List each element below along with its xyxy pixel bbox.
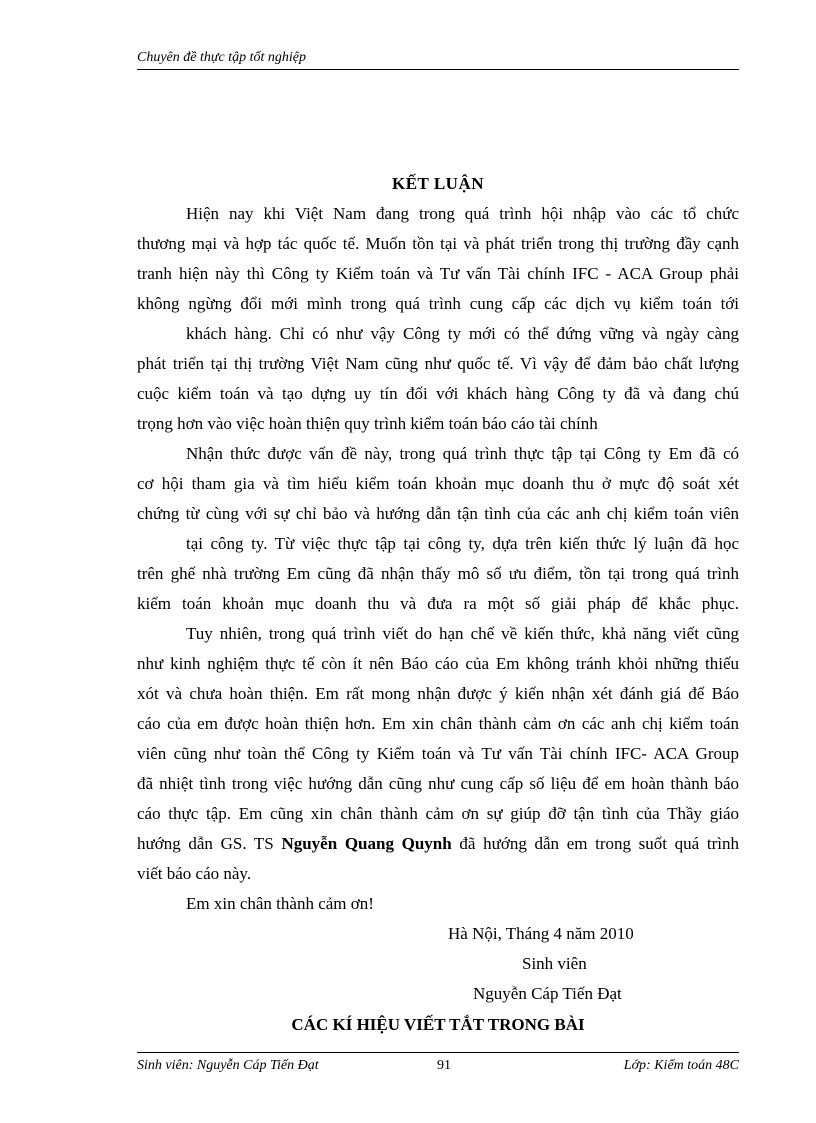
paragraph-line: cáo của em được hoàn thiện hơn. Em xin chân thành cảm ơn các anh chị kiểm toán (137, 714, 739, 733)
closing-thanks: Em xin chân thành cảm ơn! (186, 894, 374, 913)
paragraph-line: viết báo cáo này. (137, 864, 252, 883)
paragraph-line: cơ hội tham gia và tìm hiểu kiểm toán khoản mục doanh thu ở mực độ soát xét (137, 474, 739, 493)
paragraph-line: thương mại và hợp tác quốc tế. Muốn tồn tại và phát triển trong thị trường đầy cạnh (137, 234, 739, 253)
signature-name: Nguyễn Cáp Tiến Đạt (473, 984, 622, 1003)
header-title: Chuyên đề thực tập tốt nghiệp (137, 50, 306, 65)
page-number: 91 (437, 1058, 451, 1073)
paragraph-line: đã nhiệt tình trong việc hướng dẫn cũng như cung cấp số liệu để em hoàn thành báo (137, 774, 739, 793)
line-text: đã hướng dẫn em trong suốt quá trình (451, 834, 740, 853)
paragraph-line: kiểm toán khoản mục doanh thu và đưa ra một số giải pháp để khắc phục. (137, 594, 739, 613)
line-text: hướng dẫn GS. TS (137, 834, 282, 853)
paragraph-line: cuộc kiểm toán và tạo dựng uy tín đối với khách hàng Công ty đã và đang chú (137, 384, 739, 403)
paragraph-line: tranh hiện này thì Công ty Kiểm toán và Tư vấn Tài chính IFC - ACA Group phải (137, 264, 739, 283)
page-header (137, 50, 739, 70)
paragraph-line-with-name (137, 833, 739, 855)
section-title: CÁC KÍ HIỆU VIẾT TẮT TRONG BÀI (291, 1015, 585, 1034)
paragraph-line: Hiện nay khi Việt Nam đang trong quá trình hội nhập vào các tổ chức (186, 204, 739, 223)
paragraph-line: phát triển tại thị trường Việt Nam cũng như quốc tế. Vì vậy để đảm bảo chất lượng (137, 354, 739, 373)
paragraph-line: xót và chưa hoàn thiện. Em rất mong nhận được ý kiến nhận xét đánh giá để Báo (137, 684, 739, 703)
footer-student: Sinh viên: Nguyễn Cáp Tiến Đạt (137, 1058, 319, 1073)
paragraph-line: trọng hơn vào việc hoàn thiện quy trình kiểm toán báo cáo tài chính (137, 414, 598, 433)
paragraph-line: Nhận thức được vấn đề này, trong quá trình thực tập tại Công ty Em đã có (186, 444, 739, 463)
paragraph-line: Tuy nhiên, trong quá trình viết do hạn chế về kiến thức, khả năng viết cũng (186, 624, 739, 643)
page-footer (137, 1052, 739, 1079)
signature-place-date: Hà Nội, Tháng 4 năm 2010 (448, 924, 634, 943)
paragraph-line: chứng từ cùng với sự chỉ bảo và hướng dẫn tận tình của các anh chị kiểm toán viên (137, 504, 739, 523)
paragraph-line: khách hàng. Chỉ có như vậy Công ty mới có thể đứng vững và ngày càng (186, 324, 739, 343)
supervisor-name: Nguyễn Quang Quynh (281, 834, 452, 853)
document-title: KẾT LUẬN (391, 174, 484, 193)
signature-role: Sinh viên (522, 954, 587, 973)
paragraph-line: như kinh nghiệm thực tế còn ít nên Báo cáo của Em không tránh khỏi những thiếu (137, 654, 739, 673)
paragraph-line: trên ghế nhà trường Em cũng đã nhận thấy mô số ưu điểm, tồn tại trong quá trình (137, 564, 739, 583)
paragraph-line: viên cũng như toàn thể Công ty Kiểm toán và Tư vấn Tài chính IFC- ACA Group (137, 744, 739, 763)
paragraph-line: tại công ty. Từ việc thực tập tại công ty, dựa trên kiến thức lý luận đã học (186, 534, 739, 553)
paragraph-line: cáo thực tập. Em cũng xin chân thành cảm ơn sự giúp đỡ tận tình của Thầy giáo (137, 804, 739, 823)
footer-class: Lớp: Kiểm toán 48C (623, 1058, 739, 1073)
paragraph-line: không ngừng đổi mới mình trong quá trình cung cấp các dịch vụ kiểm toán tới (137, 294, 739, 313)
